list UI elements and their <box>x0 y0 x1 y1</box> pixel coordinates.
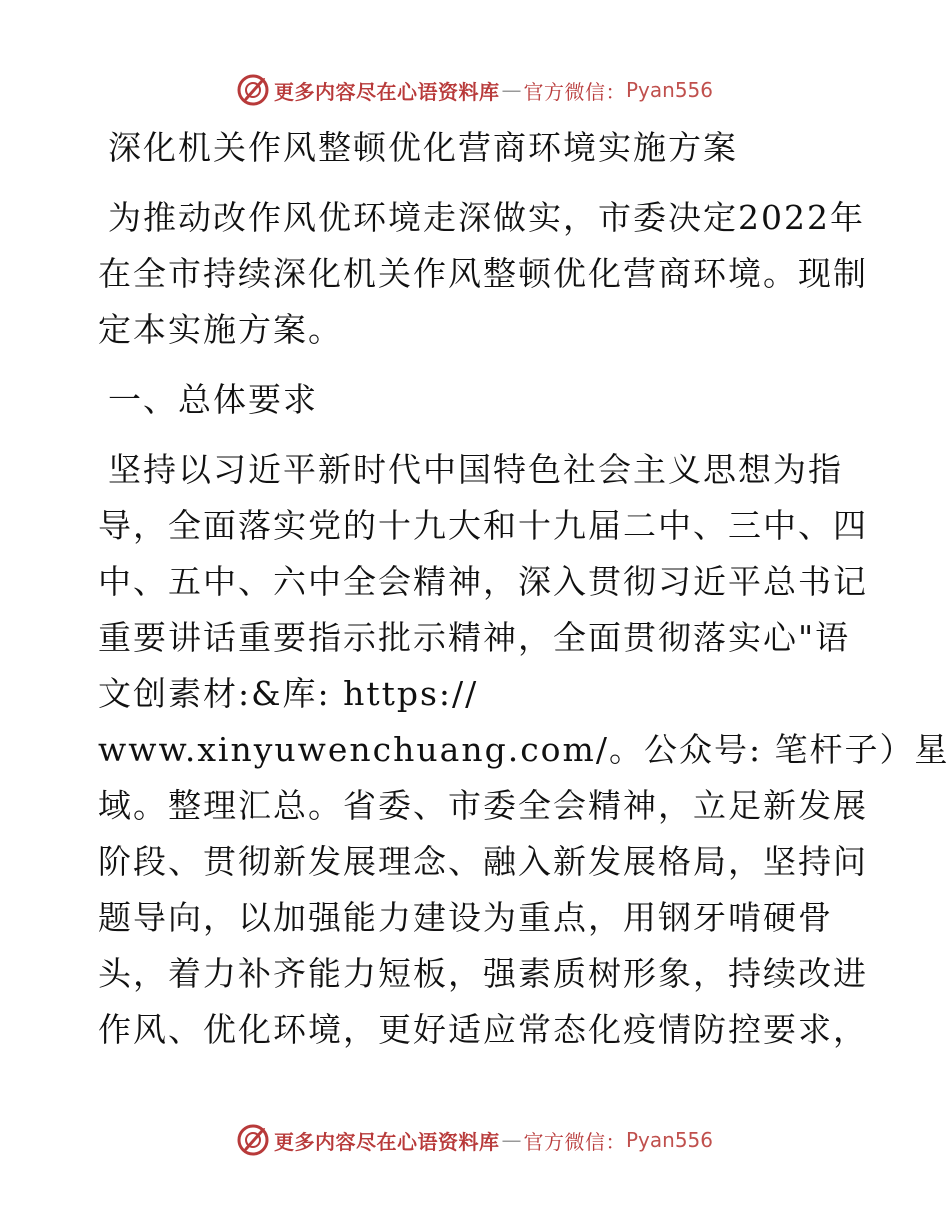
body-line: 域。整理汇总。省委、市委全会精神，立足新发展 <box>98 786 868 825</box>
body-line: 中、五中、六中全会精神，深入贯彻习近平总书记 <box>98 562 868 601</box>
body-line: www.xinyuwenchuang.com/。公众号: 笔杆子）星 <box>98 730 950 769</box>
section-heading: 一、总体要求 <box>108 380 318 419</box>
intro-line: 为推动改作风优环境走深做实，市委决定2022年 <box>108 198 865 237</box>
logo-icon <box>236 73 270 107</box>
body-line: 题导向，以加强能力建设为重点，用钢牙啃硬骨 <box>98 898 833 937</box>
banner-wechat-label: 官方微信： <box>523 79 626 104</box>
banner-text: 更多内容尽在心语资料库 <box>274 79 500 104</box>
banner-wechat-label: 官方微信： <box>523 1129 626 1154</box>
document-title: 深化机关作风整顿优化营商环境实施方案 <box>108 128 738 167</box>
body-line: 导，全面落实党的十九大和十九届二中、三中、四 <box>98 506 868 545</box>
body-line: 头，着力补齐能力短板，强素质树形象，持续改进 <box>98 954 868 993</box>
banner-separator: — <box>501 78 522 102</box>
banner-wechat-id: Pyan556 <box>626 1128 714 1152</box>
banner-text: 更多内容尽在心语资料库 <box>274 1129 500 1154</box>
header-banner <box>236 72 713 108</box>
intro-line: 定本实施方案。 <box>98 310 343 349</box>
logo-icon <box>236 1123 270 1157</box>
document-body <box>98 120 950 1058</box>
banner-wechat-id: Pyan556 <box>626 78 714 102</box>
body-line: 坚持以习近平新时代中国特色社会主义思想为指 <box>108 450 843 489</box>
footer-banner <box>236 1122 713 1158</box>
banner-separator: — <box>501 1128 522 1152</box>
body-line: 作风、优化环境，更好适应常态化疫情防控要求， <box>98 1010 868 1049</box>
body-line: 文创素材:&库: https:// <box>98 674 479 713</box>
intro-line: 在全市持续深化机关作风整顿优化营商环境。现制 <box>98 254 868 293</box>
body-line: 重要讲话重要指示批示精神，全面贯彻落实心"语 <box>98 618 851 657</box>
body-line: 阶段、贯彻新发展理念、融入新发展格局，坚持问 <box>98 842 868 881</box>
